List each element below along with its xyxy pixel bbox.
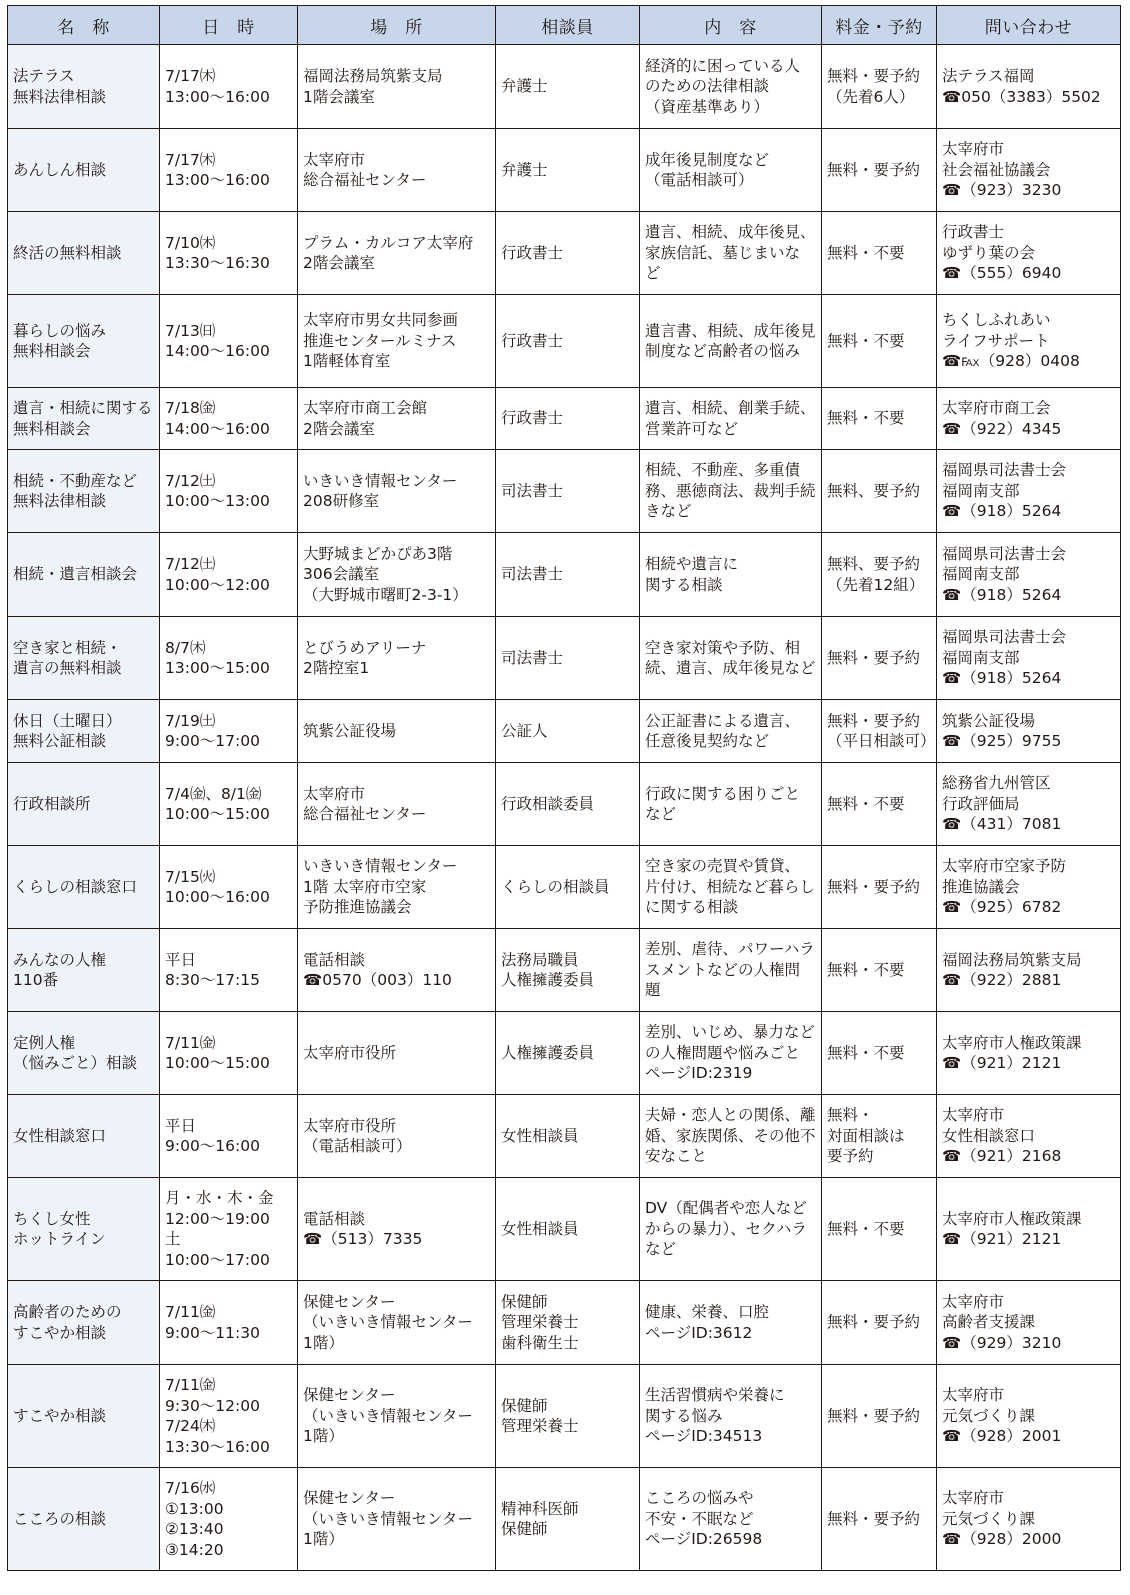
cell-contact: 太宰府市人権政策課 ☎（921）2121	[937, 1012, 1121, 1095]
table-row	[8, 1178, 1121, 1281]
cell-datetime: 7/17㈭ 13:00～16:00	[160, 129, 298, 212]
cell-datetime: 月・水・木・金 12:00～19:00 土 10:00～17:00	[160, 1178, 298, 1281]
cell-datetime: 7/11㈮ 9:00～11:30	[160, 1281, 298, 1365]
cell-name: 定例人権 （悩みごと）相談	[8, 1012, 160, 1095]
cell-location: 太宰府市商工会館 2階会議室	[298, 388, 496, 450]
cell-content: 公正証書による遺言、 任意後見契約など	[640, 700, 822, 763]
table-row	[8, 1281, 1121, 1365]
cell-location: いきいき情報センター 1階 太宰府市空家 予防推進協議会	[298, 846, 496, 929]
cell-name: すこやか相談	[8, 1365, 160, 1468]
table-row	[8, 846, 1121, 929]
cell-counselor: 弁護士	[496, 129, 640, 212]
cell-datetime: 7/11㈮ 9:30～12:00 7/24㈭ 13:30～16:00	[160, 1365, 298, 1468]
cell-content: 相続、不動産、多重債 務、悪徳商法、裁判手続 きなど	[640, 450, 822, 533]
cell-contact: ちくしふれあい ライフサポート ☎℻（928）0408	[937, 295, 1121, 388]
table-row	[8, 212, 1121, 295]
cell-counselor: 公証人	[496, 700, 640, 763]
table-row	[8, 450, 1121, 533]
cell-fee: 無料・不要	[822, 388, 937, 450]
cell-counselor: 行政書士	[496, 388, 640, 450]
header-datetime: 日 時	[160, 6, 298, 45]
cell-content: 経済的に困っている人 のための法律相談 （資産基準あり）	[640, 45, 822, 129]
cell-name: くらしの相談窓口	[8, 846, 160, 929]
table-row	[8, 929, 1121, 1012]
table-row	[8, 295, 1121, 388]
cell-name: 法テラス 無料法律相談	[8, 45, 160, 129]
cell-fee: 無料・ 対面相談は 要予約	[822, 1095, 937, 1178]
cell-contact: 太宰府市 元気づくり課 ☎（928）2000	[937, 1468, 1121, 1571]
cell-fee: 無料、要予約	[822, 450, 937, 533]
cell-contact: 総務省九州管区 行政評価局 ☎（431）7081	[937, 763, 1121, 846]
cell-contact: 太宰府市商工会 ☎（922）4345	[937, 388, 1121, 450]
cell-datetime: 7/19㈯ 9:00～17:00	[160, 700, 298, 763]
cell-datetime: 7/18㈮ 14:00～16:00	[160, 388, 298, 450]
cell-fee: 無料・不要	[822, 929, 937, 1012]
header-content: 内 容	[640, 6, 822, 45]
cell-datetime: 7/11㈮ 10:00～15:00	[160, 1012, 298, 1095]
cell-counselor: 行政書士	[496, 212, 640, 295]
cell-fee: 無料・要予約 （先着6人）	[822, 45, 937, 129]
cell-counselor: 保健師 管理栄養士	[496, 1365, 640, 1468]
cell-location: 大野城まどかぴあ3階 306会議室 （大野城市曙町2-3-1）	[298, 533, 496, 617]
header-contact: 問い合わせ	[937, 6, 1121, 45]
cell-location: 太宰府市役所 （電話相談可）	[298, 1095, 496, 1178]
cell-content: 空き家対策や予防、相 続、遺言、成年後見など	[640, 617, 822, 700]
cell-counselor: 司法書士	[496, 533, 640, 617]
cell-counselor: 司法書士	[496, 450, 640, 533]
cell-name: こころの相談	[8, 1468, 160, 1571]
cell-location: 保健センター （いきいき情報センター 1階）	[298, 1468, 496, 1571]
cell-counselor: 弁護士	[496, 45, 640, 129]
cell-location: 太宰府市 総合福祉センター	[298, 763, 496, 846]
cell-content: 夫婦・恋人との関係、離 婚、家族関係、その他不 安なこと	[640, 1095, 822, 1178]
cell-contact: 太宰府市 社会福祉協議会 ☎（923）3230	[937, 129, 1121, 212]
cell-fee: 無料・不要	[822, 295, 937, 388]
cell-counselor: 人権擁護委員	[496, 1012, 640, 1095]
cell-fee: 無料・不要	[822, 212, 937, 295]
cell-contact: 太宰府市 高齢者支援課 ☎（929）3210	[937, 1281, 1121, 1365]
cell-location: いきいき情報センター 208研修室	[298, 450, 496, 533]
cell-fee: 無料・要予約	[822, 129, 937, 212]
cell-datetime: 7/16㈬ ①13:00 ②13:40 ③14:20	[160, 1468, 298, 1571]
cell-contact: 太宰府市人権政策課 ☎（921）2121	[937, 1178, 1121, 1281]
cell-counselor: 女性相談員	[496, 1178, 640, 1281]
cell-name: みんなの人権 110番	[8, 929, 160, 1012]
cell-fee: 無料・要予約	[822, 617, 937, 700]
cell-datetime: 7/10㈭ 13:30～16:30	[160, 212, 298, 295]
table-row	[8, 617, 1121, 700]
cell-counselor: 保健師 管理栄養士 歯科衛生士	[496, 1281, 640, 1365]
cell-datetime: 平日 9:00～16:00	[160, 1095, 298, 1178]
cell-content: 遺言、相続、創業手続、 営業許可など	[640, 388, 822, 450]
header-row	[8, 6, 1121, 45]
cell-fee: 無料・不要	[822, 763, 937, 846]
cell-name: 終活の無料相談	[8, 212, 160, 295]
cell-counselor: 司法書士	[496, 617, 640, 700]
cell-fee: 無料・要予約 （平日相談可）	[822, 700, 937, 763]
cell-contact: 福岡法務局筑紫支局 ☎（922）2881	[937, 929, 1121, 1012]
cell-counselor: 法務局職員 人権擁護委員	[496, 929, 640, 1012]
cell-content: 相続や遺言に 関する相談	[640, 533, 822, 617]
cell-name: ちくし女性 ホットライン	[8, 1178, 160, 1281]
consultation-table	[7, 5, 1121, 1571]
cell-content: 生活習慣病や栄養に 関する悩み ページID:34513	[640, 1365, 822, 1468]
cell-contact: 筑紫公証役場 ☎（925）9755	[937, 700, 1121, 763]
cell-name: 空き家と相続・ 遺言の無料相談	[8, 617, 160, 700]
cell-name: 相続・不動産など 無料法律相談	[8, 450, 160, 533]
cell-counselor: くらしの相談員	[496, 846, 640, 929]
table-row	[8, 45, 1121, 129]
cell-datetime: 平日 8:30～17:15	[160, 929, 298, 1012]
cell-location: 保健センター （いきいき情報センター 1階）	[298, 1365, 496, 1468]
cell-content: 差別、いじめ、暴力など の人権問題や悩みごと ページID:2319	[640, 1012, 822, 1095]
cell-name: 行政相談所	[8, 763, 160, 846]
cell-location: 太宰府市男女共同参画 推進センタールミナス 1階軽体育室	[298, 295, 496, 388]
cell-contact: 太宰府市空家予防 推進協議会 ☎（925）6782	[937, 846, 1121, 929]
cell-name: 遺言・相続に関する 無料相談会	[8, 388, 160, 450]
cell-datetime: 7/13㈰ 14:00～16:00	[160, 295, 298, 388]
cell-name: 暮らしの悩み 無料相談会	[8, 295, 160, 388]
cell-fee: 無料・要予約	[822, 1281, 937, 1365]
header-name: 名 称	[8, 6, 160, 45]
cell-name: 相続・遺言相談会	[8, 533, 160, 617]
cell-name: あんしん相談	[8, 129, 160, 212]
header-location: 場 所	[298, 6, 496, 45]
cell-contact: 行政書士 ゆずり葉の会 ☎（555）6940	[937, 212, 1121, 295]
cell-fee: 無料・要予約	[822, 1468, 937, 1571]
cell-datetime: 7/17㈭ 13:00～16:00	[160, 45, 298, 129]
cell-content: 空き家の売買や賃貸、 片付け、相続など暮らし に関する相談	[640, 846, 822, 929]
cell-fee: 無料・不要	[822, 1178, 937, 1281]
table-row	[8, 700, 1121, 763]
table-row	[8, 129, 1121, 212]
cell-datetime: 7/4㈮、8/1㈮ 10:00～15:00	[160, 763, 298, 846]
cell-contact: 太宰府市 元気づくり課 ☎（928）2001	[937, 1365, 1121, 1468]
cell-datetime: 8/7㈭ 13:00～15:00	[160, 617, 298, 700]
cell-contact: 福岡県司法書士会 福岡南支部 ☎（918）5264	[937, 617, 1121, 700]
cell-name: 休日（土曜日） 無料公証相談	[8, 700, 160, 763]
cell-fee: 無料・不要	[822, 1012, 937, 1095]
table-row	[8, 1365, 1121, 1468]
cell-name: 女性相談窓口	[8, 1095, 160, 1178]
cell-datetime: 7/12㈯ 10:00～12:00	[160, 533, 298, 617]
cell-datetime: 7/12㈯ 10:00～13:00	[160, 450, 298, 533]
cell-fee: 無料、要予約 （先着12組）	[822, 533, 937, 617]
cell-contact: 太宰府市 女性相談窓口 ☎（921）2168	[937, 1095, 1121, 1178]
cell-name: 高齢者のための すこやか相談	[8, 1281, 160, 1365]
header-counselor: 相談員	[496, 6, 640, 45]
table-row	[8, 388, 1121, 450]
cell-datetime: 7/15㈫ 10:00～16:00	[160, 846, 298, 929]
cell-content: 成年後見制度など （電話相談可）	[640, 129, 822, 212]
table-row	[8, 1012, 1121, 1095]
cell-counselor: 女性相談員	[496, 1095, 640, 1178]
cell-location: 電話相談 ☎0570（003）110	[298, 929, 496, 1012]
cell-fee: 無料・要予約	[822, 846, 937, 929]
cell-location: 太宰府市役所	[298, 1012, 496, 1095]
cell-content: 差別、虐待、パワーハラ スメントなどの人権問 題	[640, 929, 822, 1012]
cell-counselor: 精神科医師 保健師	[496, 1468, 640, 1571]
table-row	[8, 1468, 1121, 1571]
cell-content: 健康、栄養、口腔 ページID:3612	[640, 1281, 822, 1365]
cell-content: 行政に関する困りごと など	[640, 763, 822, 846]
cell-content: こころの悩みや 不安・不眠など ページID:26598	[640, 1468, 822, 1571]
cell-content: 遺言、相続、成年後見、 家族信託、墓じまいな ど	[640, 212, 822, 295]
cell-location: 筑紫公証役場	[298, 700, 496, 763]
consultation-schedule	[7, 5, 1120, 1571]
cell-contact: 福岡県司法書士会 福岡南支部 ☎（918）5264	[937, 450, 1121, 533]
cell-fee: 無料・要予約	[822, 1365, 937, 1468]
table-body	[8, 45, 1121, 1571]
cell-location: 福岡法務局筑紫支局 1階会議室	[298, 45, 496, 129]
cell-counselor: 行政相談委員	[496, 763, 640, 846]
table-row	[8, 1095, 1121, 1178]
header-fee-reservation: 料金・予約	[822, 6, 937, 45]
cell-content: 遺言書、相続、成年後見 制度など高齢者の悩み	[640, 295, 822, 388]
cell-counselor: 行政書士	[496, 295, 640, 388]
cell-location: 保健センター （いきいき情報センター 1階）	[298, 1281, 496, 1365]
cell-location: とびうめアリーナ 2階控室1	[298, 617, 496, 700]
cell-contact: 法テラス福岡 ☎050（3383）5502	[937, 45, 1121, 129]
cell-content: DV（配偶者や恋人など からの暴力）、セクハラ など	[640, 1178, 822, 1281]
cell-location: 電話相談 ☎（513）7335	[298, 1178, 496, 1281]
table-row	[8, 533, 1121, 617]
cell-location: 太宰府市 総合福祉センター	[298, 129, 496, 212]
cell-contact: 福岡県司法書士会 福岡南支部 ☎（918）5264	[937, 533, 1121, 617]
table-row	[8, 763, 1121, 846]
cell-location: プラム・カルコア太宰府 2階会議室	[298, 212, 496, 295]
